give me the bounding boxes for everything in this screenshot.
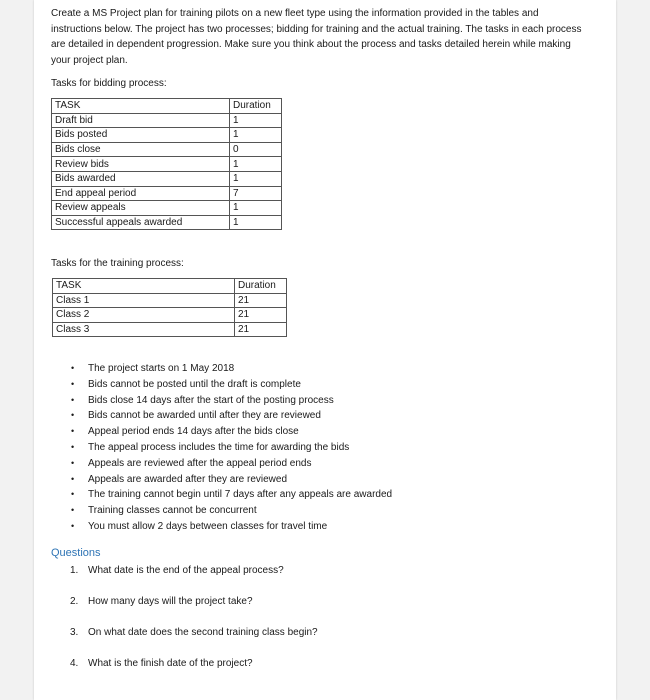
duration-cell: 1 [230, 171, 282, 186]
rule-text: Appeals are reviewed after the appeal period ends [88, 457, 312, 469]
duration-cell: 1 [230, 157, 282, 172]
bullet-icon: • [71, 410, 75, 421]
table-row [52, 215, 282, 230]
list-item [51, 456, 392, 472]
list-item [51, 440, 392, 456]
duration-cell: 1 [230, 128, 282, 143]
bullet-icon: • [71, 489, 75, 500]
bullet-icon: • [71, 441, 75, 452]
question-number: 1. [70, 565, 79, 576]
table-row [53, 322, 287, 337]
list-item [51, 424, 392, 440]
questions-list [51, 563, 318, 687]
question-text: How many days will the project take? [88, 596, 253, 607]
questions-heading: Questions [51, 547, 101, 559]
task-cell: Bids posted [52, 128, 230, 143]
table-row [53, 308, 287, 323]
list-item [51, 519, 392, 535]
header-duration: Duration [235, 279, 287, 294]
task-cell: Draft bid [52, 113, 230, 128]
task-cell: Bids close [52, 142, 230, 157]
list-item [51, 487, 392, 503]
rule-text: The appeal process includes the time for awarding the bids [88, 441, 350, 453]
table-header-row [52, 99, 282, 114]
list-item [51, 625, 318, 656]
duration-cell: 21 [235, 293, 287, 308]
list-item [51, 594, 318, 625]
table-row [52, 113, 282, 128]
rule-text: Appeals are awarded after they are reviewed [88, 473, 288, 485]
header-task: TASK [52, 99, 230, 114]
rule-text: Bids cannot be posted until the draft is complete [88, 378, 301, 390]
task-cell: End appeal period [52, 186, 230, 201]
list-item [51, 377, 392, 393]
task-cell: Class 1 [53, 293, 235, 308]
question-number: 2. [70, 596, 79, 607]
question-number: 4. [70, 658, 79, 669]
duration-cell: 0 [230, 142, 282, 157]
task-cell: Successful appeals awarded [52, 215, 230, 230]
document-content [51, 6, 591, 669]
duration-cell: 1 [230, 201, 282, 216]
duration-cell: 21 [235, 308, 287, 323]
table-row [53, 293, 287, 308]
question-text: What is the finish date of the project? [88, 658, 253, 669]
list-item [51, 361, 392, 377]
bullet-icon: • [71, 473, 75, 484]
intro-paragraph: Create a MS Project plan for training pilots on a new fleet type using the information provided in the tables and instructions below. The project has two processes; bidding for training and the actual training. The tasks in each process are detailed in dependent progression. Make sure you think about the process and tasks detailed herein while making your project plan. [51, 8, 582, 66]
table-row [52, 186, 282, 201]
list-item [51, 393, 392, 409]
duration-cell: 7 [230, 186, 282, 201]
list-item [51, 472, 392, 488]
table-row [52, 157, 282, 172]
rule-text: The training cannot begin until 7 days after any appeals are awarded [88, 489, 393, 501]
list-item [51, 563, 318, 594]
bidding-label: Tasks for bidding process: [51, 78, 167, 89]
rule-text: Appeal period ends 14 days after the bids close [88, 426, 299, 438]
question-text: What date is the end of the appeal process? [88, 565, 284, 576]
duration-cell: 21 [235, 322, 287, 337]
rule-text: Bids cannot be awarded until after they are reviewed [88, 410, 321, 422]
rule-text: Bids close 14 days after the start of the posting process [88, 394, 334, 406]
list-item [51, 408, 392, 424]
question-number: 3. [70, 627, 79, 638]
bullet-icon: • [71, 363, 75, 373]
bullet-icon: • [71, 378, 75, 389]
rule-text: The project starts on 1 May 2018 [88, 363, 235, 374]
table-row [52, 171, 282, 186]
task-cell: Bids awarded [52, 171, 230, 186]
bullet-icon: • [71, 520, 75, 531]
training-label: Tasks for the training process: [51, 258, 184, 269]
task-cell: Review appeals [52, 201, 230, 216]
task-cell: Class 3 [53, 322, 235, 337]
table-row [52, 142, 282, 157]
rule-text: You must allow 2 days between classes for travel time [88, 520, 328, 532]
table-header-row [53, 279, 287, 294]
bullet-icon: • [71, 457, 75, 468]
header-duration: Duration [230, 99, 282, 114]
bullet-icon: • [71, 426, 75, 437]
document-page [34, 0, 616, 700]
table-row [52, 128, 282, 143]
question-text: On what date does the second training class begin? [88, 627, 318, 638]
bullet-icon: • [71, 505, 75, 516]
bullet-icon: • [71, 394, 75, 405]
task-cell: Class 2 [53, 308, 235, 323]
duration-cell: 1 [230, 215, 282, 230]
table-row [52, 201, 282, 216]
duration-cell: 1 [230, 113, 282, 128]
training-tasks-table [52, 278, 287, 337]
project-rules-list [51, 361, 392, 535]
header-task: TASK [53, 279, 235, 294]
rule-text: Training classes cannot be concurrent [88, 505, 257, 517]
bidding-tasks-table [51, 98, 282, 230]
list-item [51, 656, 318, 687]
task-cell: Review bids [52, 157, 230, 172]
list-item [51, 503, 392, 519]
